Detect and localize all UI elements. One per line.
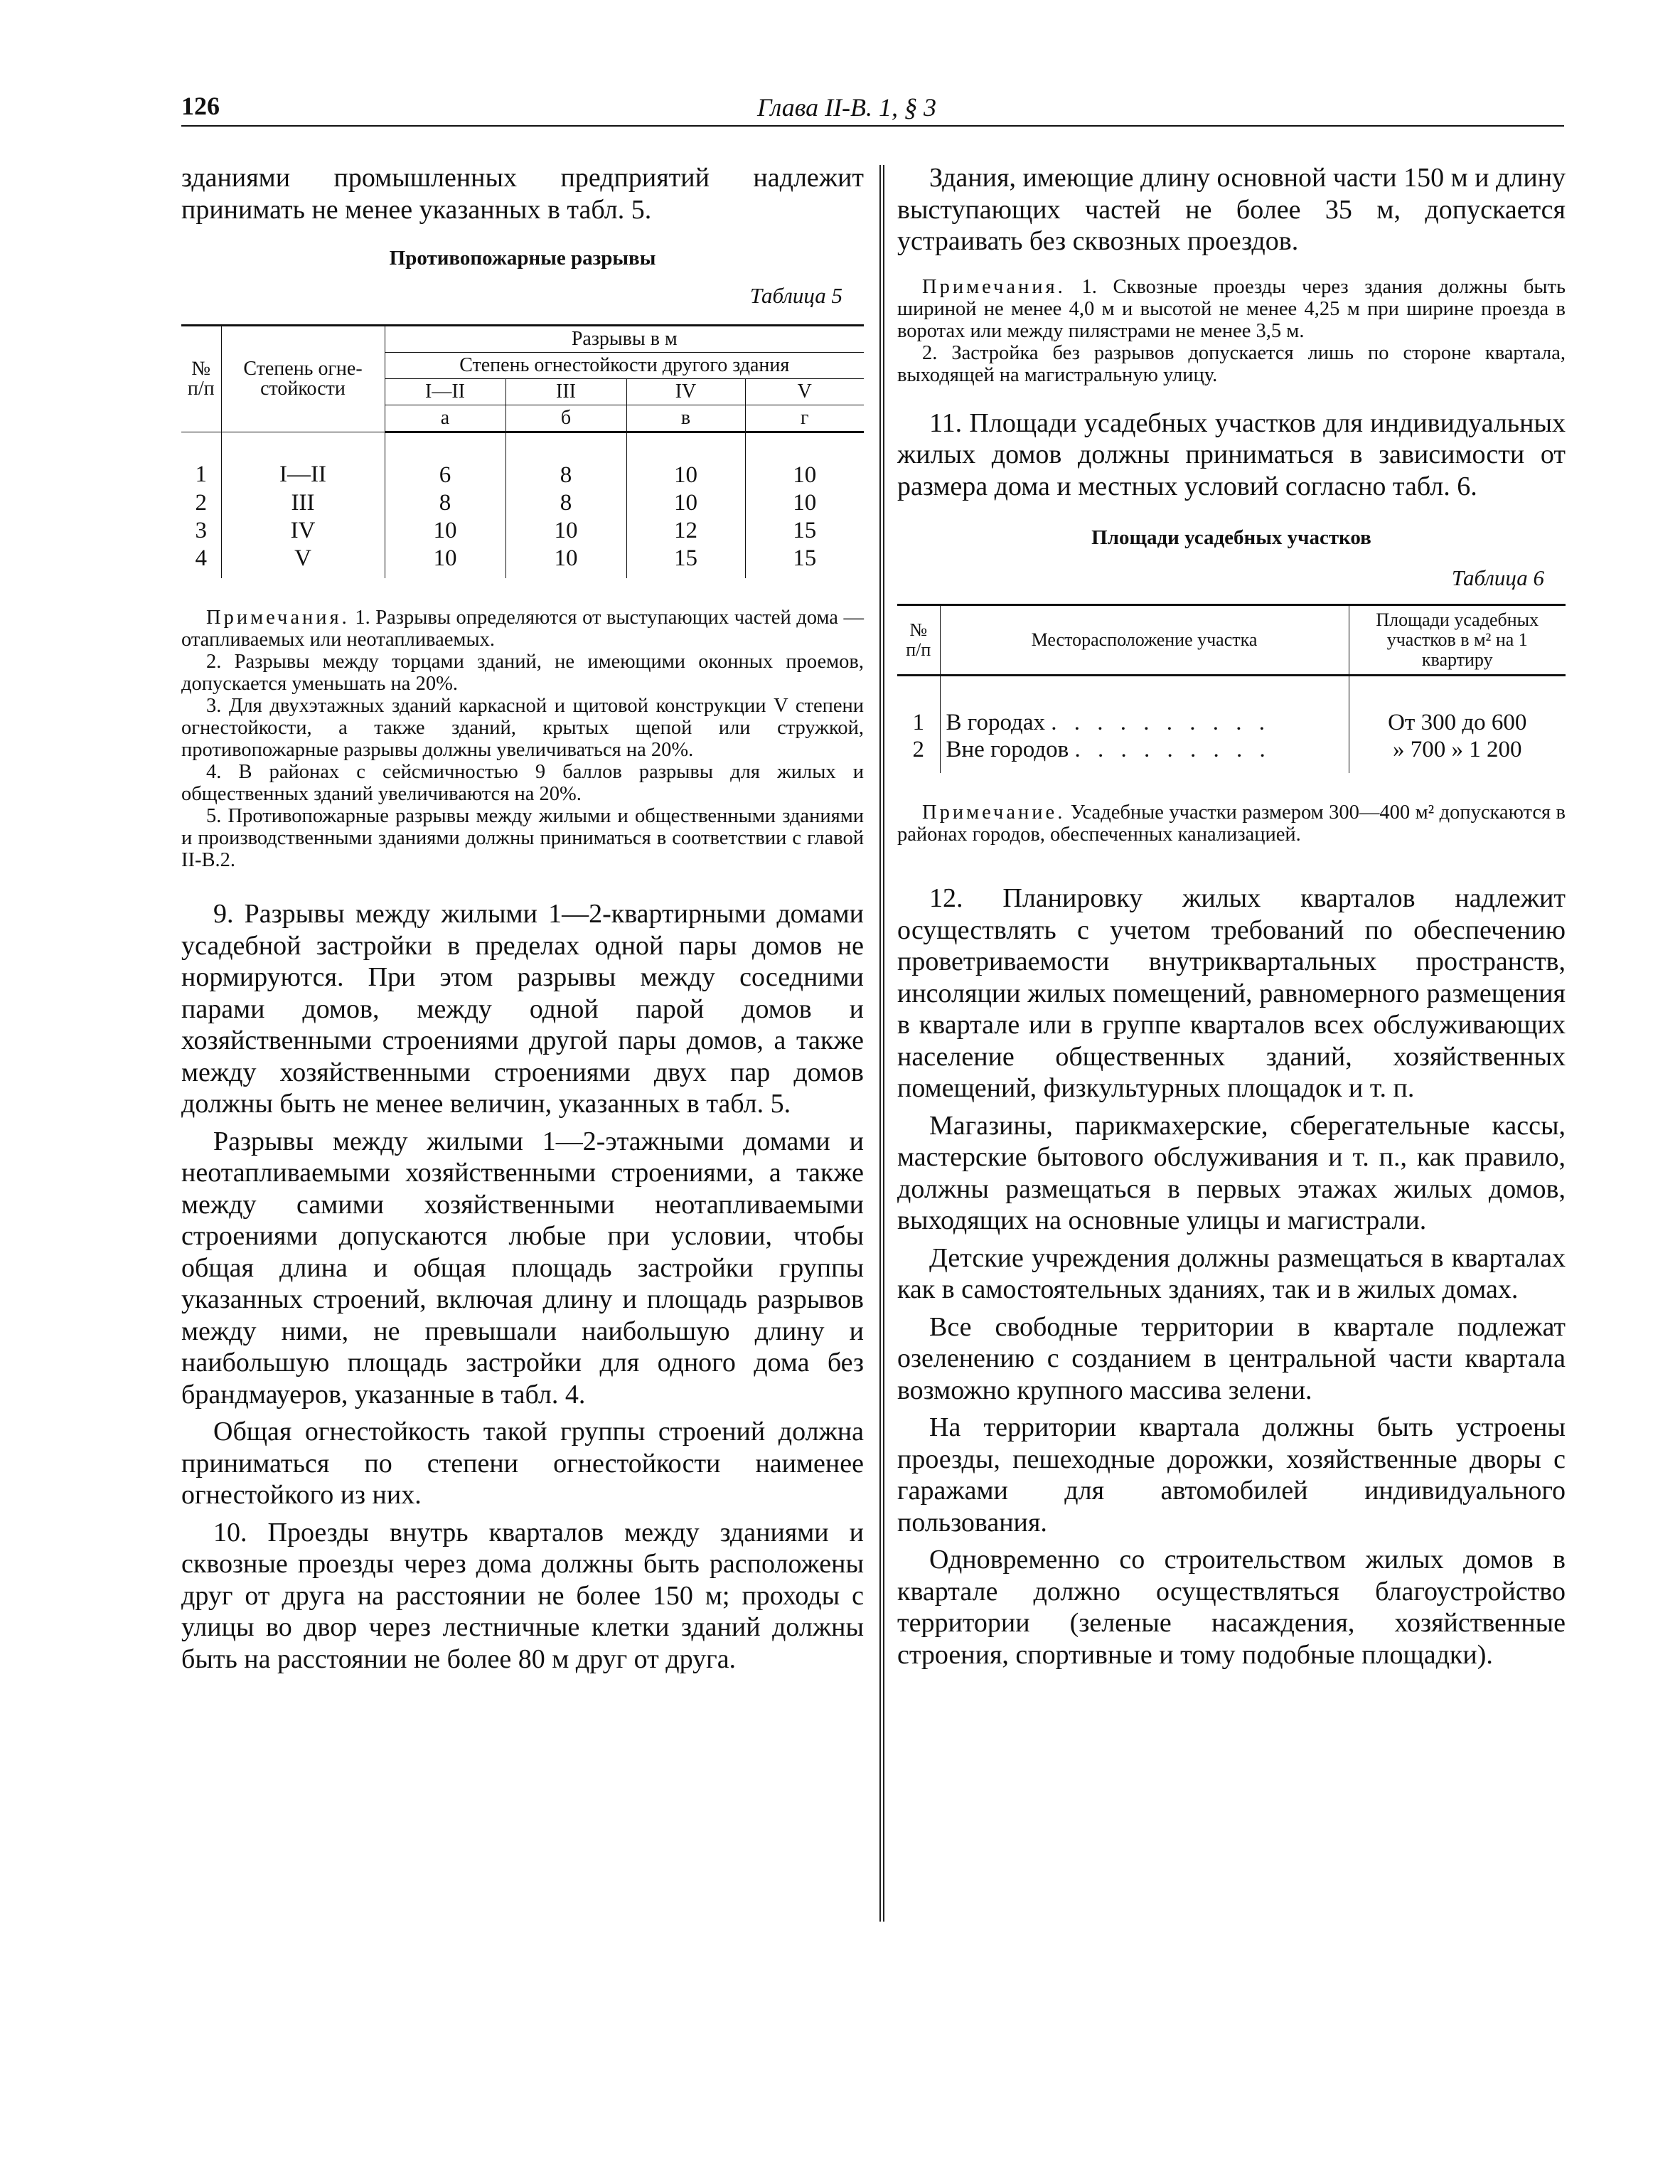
running-head: Глава II-В. 1, § 3	[757, 93, 937, 122]
table-cell: 8	[385, 489, 505, 517]
table-cell: 4	[181, 545, 221, 578]
table-cell: 10	[626, 432, 745, 490]
table6	[897, 604, 1566, 773]
right-notes	[897, 276, 1566, 386]
table-cell: 10	[626, 489, 745, 517]
table5-notes	[181, 607, 864, 871]
note-text: 3. Для двухэтажных зданий каркасной и щитовой конструкции V степени огнестойкости, а также зданий, крытых щепой или стружкой, противопожарные разрывы должны увеличиваться на 20%.	[181, 695, 864, 761]
table-cell: V	[221, 545, 385, 578]
left-column	[181, 162, 864, 1675]
table6-title: Площади усадебных участков	[1091, 526, 1371, 549]
table5-title: Противопожарные разрывы	[389, 247, 656, 270]
table-cell: IV	[221, 517, 385, 545]
table-cell: III	[221, 489, 385, 517]
table5-col-letter: а	[385, 405, 505, 432]
table-row	[181, 517, 864, 545]
table6-header-area: Площади усадебных участков в м² на 1 квартиру	[1349, 605, 1566, 676]
table-cell: 2	[181, 489, 221, 517]
table5-header-num: № п/п	[181, 326, 221, 432]
note-text: 4. В районах с сейсмичностью 9 баллов разрывы для жилых и общественных зданий увеличиваются на 20%.	[181, 761, 864, 805]
paragraph: На территории квартала должны быть устроены проезды, пешеходные дорожки, хозяйственные дворы с гаражами для автомобилей индивидуального пользования.	[897, 1412, 1566, 1538]
paragraph-11: 11. Площади усадебных участков для индивидуальных жилых домов должны приниматься в зависимости от размера дома и местных условий согласно табл. 6.	[897, 407, 1566, 501]
left-intro-paragraph: зданиями промышленных предприятий надлежит принимать не менее указанных в табл. 5.	[181, 163, 864, 225]
table-cell: 10	[385, 517, 505, 545]
table5	[181, 324, 864, 578]
table5-col-header: I—II	[385, 379, 505, 405]
leader-dots: . . . . . . . . .	[1074, 737, 1271, 762]
table6-number: Таблица 6	[1451, 565, 1544, 590]
note-text: 2. Застройка без разрывов допускается лишь по стороне квартала, выходящей на магистральную улицу.	[897, 341, 1566, 386]
note-text: 2. Разрывы между торцами зданий, не имеющими оконных проемов, допускается уменьшать на 20%.	[181, 651, 864, 695]
header-rule	[181, 125, 1564, 127]
table5-col-letter: б	[505, 405, 626, 432]
right-body	[897, 883, 1566, 1671]
right-column	[897, 162, 1566, 1671]
table-cell: 10	[745, 432, 864, 490]
paragraph-12: 12. Планировку жилых кварталов надлежит осуществлять с учетом требований по обеспечению проветриваемости внутриквартальных пространств, инсоляции жилых помещений, равномерного размещения в квартале или в группе кварталов всех обслуживающих население общественных зданий, хозяйственных помещений, физкультурных площадок и т. п.	[897, 883, 1566, 1103]
table-row	[181, 432, 864, 490]
table-cell: » 700 » 1 200	[1349, 736, 1566, 773]
table6-header-num: № п/п	[897, 605, 940, 676]
table-cell: 15	[745, 517, 864, 545]
note-text: 1. Разрывы определяются от выступающих частей дома — отапливаемых или неотапливаемых.	[181, 607, 864, 651]
table-cell: 10	[385, 545, 505, 578]
table-cell: 8	[505, 432, 626, 490]
right-intro-paragraph: Здания, имеющие длину основной части 150 м и длину выступающих частей не более 35 м, допускается устраивать без сквозных проездов.	[897, 163, 1566, 256]
table-cell: 10	[745, 489, 864, 517]
table5-col-header: IV	[626, 379, 745, 405]
table-cell: В городах	[946, 710, 1045, 735]
table-cell: 2	[897, 736, 940, 773]
table5-col-header: V	[745, 379, 864, 405]
paragraph: Общая огнестойкость такой группы строений должна приниматься по степени огнестойкости наименее огнестойкого из них.	[181, 1417, 864, 1510]
column-divider	[879, 165, 884, 1922]
table-cell: 10	[505, 517, 626, 545]
table5-header-gaps: Разрывы в м	[385, 326, 864, 353]
table5-col-letter: г	[745, 405, 864, 432]
table5-col-header: III	[505, 379, 626, 405]
page-number: 126	[181, 92, 220, 120]
paragraph: Магазины, парикмахерские, сберегательные кассы, мастерские бытового обслуживания и т. п., как правило, должны размещаться в первых этажах жилых домов, выходящих на основные улицы и магистрали.	[897, 1110, 1566, 1235]
leader-dots: . . . . . . . . . .	[1051, 710, 1270, 735]
note-text: Усадебные участки размером 300—400 м² допускаются в районах городов, обеспеченных канализацией.	[897, 801, 1566, 846]
notes-label: Примечания.	[922, 275, 1066, 298]
table5-number: Таблица 5	[749, 283, 842, 308]
table-cell: 1	[897, 676, 940, 737]
table5-header-degree: Степень огне-стойкости	[221, 326, 385, 432]
table6-header-location: Месторасположение участка	[940, 605, 1349, 676]
paragraph: Все свободные территории в квартале подлежат озеленению с созданием в центральной части квартала возможно крупного массива зелени.	[897, 1311, 1566, 1405]
note-label: Примечание.	[922, 801, 1066, 824]
table-cell: I—II	[221, 432, 385, 490]
paragraph: Разрывы между жилыми 1—2-этажными домами и неотапливаемыми хозяйственными строениями, а также между самими хозяйственными неотапливаемыми строениями допускаются любые при условии, чтобы общая длина и общая площадь застройки группы указанных строений, включая длину и площадь разрывов между ними, не превышали наибольшую длину и наибольшую площадь застройки для одного дома без брандмауеров, указанные в табл. 4.	[181, 1126, 864, 1410]
table5-header-other: Степень огнестойкости другого здания	[385, 353, 864, 379]
left-body	[181, 898, 864, 1675]
paragraph-10: 10. Проезды внутрь кварталов между зданиями и сквозные проезды через дома должны быть расположены друг от друга на расстоянии не более 150 м; проходы с улицы во двор через лестничные клетки зданий должны быть на расстоянии не более 80 м друг от друга.	[181, 1517, 864, 1674]
notes-label: Примечания.	[206, 607, 350, 629]
page-header	[181, 91, 1564, 127]
paragraph-9: 9. Разрывы между жилыми 1—2-квартирными домами усадебной застройки в пределах одной пары домов не нормируются. При этом разрывы между соседними парами домов, между одной парой домов и хозяйственными строениями другой пары домов, а также между хозяйственными строениями двух пар домов должны быть не менее величин, указанных в табл. 5.	[181, 899, 864, 1119]
table-cell: 15	[745, 545, 864, 578]
table5-col-letter: в	[626, 405, 745, 432]
note-text: 1. Сквозные проезды через здания должны быть шириной не менее 4,0 м и высотой не менее 4,25 м при ширине проезда в воротах или между пилястрами не менее 3,5 м.	[897, 275, 1566, 342]
table-cell: 10	[505, 545, 626, 578]
table-cell: Вне городов	[946, 737, 1069, 762]
table-cell: От 300 до 600	[1349, 676, 1566, 737]
table-row	[897, 736, 1566, 773]
paragraph: Одновременно со строительством жилых домов в квартале должно осуществляться благоустройство территории (зеленые насаждения, хозяйственные строения, спортивные и тому подобные площадки).	[897, 1545, 1566, 1670]
table-row	[181, 489, 864, 517]
table-cell: 8	[505, 489, 626, 517]
table-cell: 15	[626, 545, 745, 578]
table-row	[897, 676, 1566, 737]
table-cell: 1	[181, 432, 221, 490]
paragraph: Детские учреждения должны размещаться в кварталах как в самостоятельных зданиях, так и в жилых домах.	[897, 1242, 1566, 1304]
table-cell: 3	[181, 517, 221, 545]
table-cell: 6	[385, 432, 505, 490]
note-text: 5. Противопожарные разрывы между жилыми и общественными зданиями и производственными зданиями должны приниматься в соответствии с главой II-В.2.	[181, 805, 864, 871]
table-cell: 12	[626, 517, 745, 545]
table-row	[181, 545, 864, 578]
